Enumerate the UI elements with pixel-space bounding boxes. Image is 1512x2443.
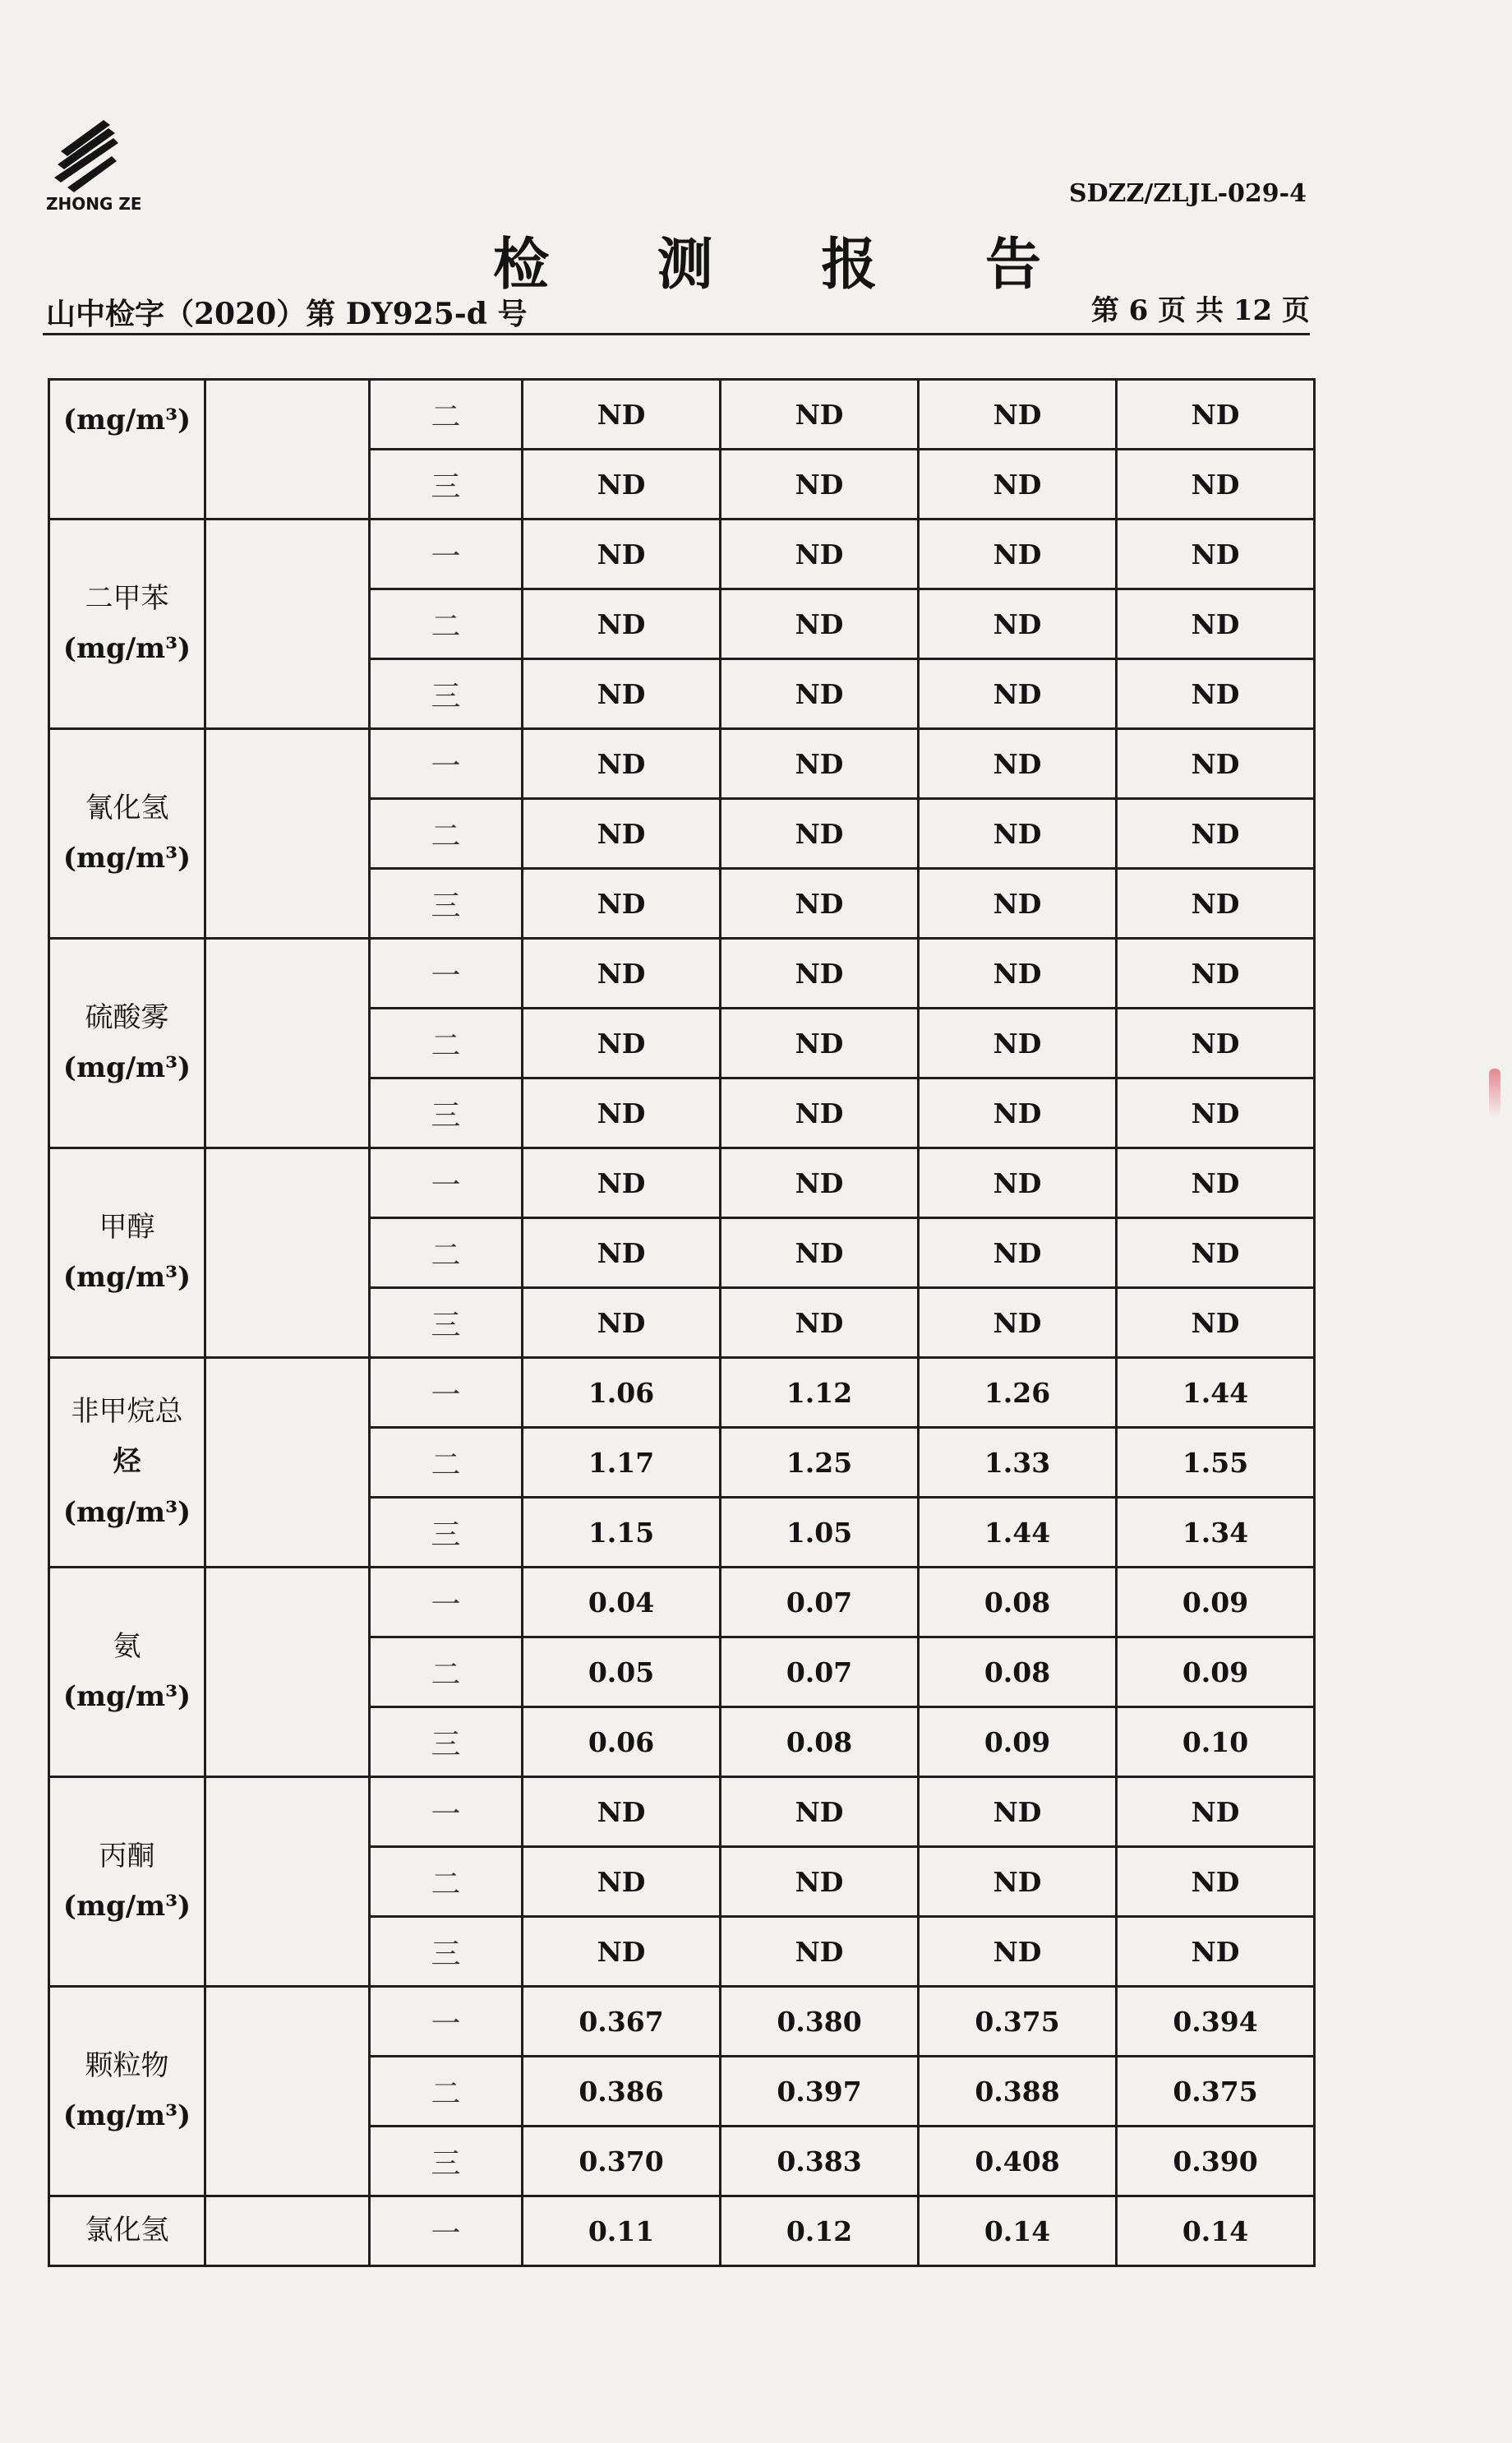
result-value-cell: 0.07: [721, 1568, 919, 1637]
result-value-cell: 1.05: [721, 1498, 919, 1568]
result-value-cell: ND: [523, 1917, 721, 1987]
result-value-cell: 0.383: [721, 2127, 919, 2196]
parameter-unit: 烃(mg/m³): [62, 1445, 191, 1529]
empty-cell: [205, 1777, 370, 1987]
result-value-cell: ND: [1117, 1148, 1315, 1218]
sample-index-cell: 三: [370, 1917, 523, 1987]
parameter-cell: [49, 2196, 205, 2266]
result-value-cell: ND: [1117, 1917, 1315, 1987]
result-value-cell: ND: [1117, 1288, 1315, 1358]
result-value-cell: ND: [523, 450, 721, 520]
result-value-cell: 0.394: [1117, 1987, 1315, 2057]
parameter-cell: [49, 520, 205, 729]
sample-index-cell: 三: [370, 1288, 523, 1358]
parameter-unit: (mg/m³): [62, 1680, 191, 1713]
result-value-cell: ND: [919, 659, 1117, 729]
parameter-cell: [49, 380, 205, 520]
result-value-cell: ND: [721, 589, 919, 659]
result-value-cell: ND: [523, 1148, 721, 1218]
parameter-cell: [49, 1358, 205, 1568]
result-value-cell: ND: [1117, 659, 1315, 729]
parameter-name: 氰化氢: [85, 791, 169, 824]
result-value-cell: ND: [1117, 869, 1315, 939]
result-value-cell: 1.55: [1117, 1428, 1315, 1498]
result-value-cell: ND: [721, 380, 919, 450]
result-value-cell: 0.375: [1117, 2057, 1315, 2127]
result-value-cell: 1.33: [919, 1428, 1117, 1498]
result-value-cell: ND: [1117, 380, 1315, 450]
result-value-cell: ND: [1117, 1218, 1315, 1288]
result-value-cell: ND: [1117, 939, 1315, 1009]
result-value-cell: 0.370: [523, 2127, 721, 2196]
result-value-cell: ND: [919, 1078, 1117, 1148]
sample-index-cell: 二: [370, 1637, 523, 1707]
result-value-cell: ND: [919, 729, 1117, 799]
result-value-cell: ND: [1117, 729, 1315, 799]
result-value-cell: ND: [1117, 450, 1315, 520]
result-value-cell: 0.04: [523, 1568, 721, 1637]
result-value-cell: ND: [1117, 1078, 1315, 1148]
result-value-cell: ND: [523, 939, 721, 1009]
document-code: SDZZ/ZLJL-029-4: [1068, 179, 1307, 208]
result-value-cell: ND: [919, 1148, 1117, 1218]
table-row: [49, 729, 1315, 799]
result-value-cell: 1.44: [1117, 1358, 1315, 1428]
result-value-cell: 1.34: [1117, 1498, 1315, 1568]
result-value-cell: ND: [721, 1148, 919, 1218]
page-indicator: 第 6 页 共 12 页: [1090, 294, 1310, 327]
result-value-cell: ND: [523, 1009, 721, 1078]
result-value-cell: 0.388: [919, 2057, 1117, 2127]
result-value-cell: 0.07: [721, 1637, 919, 1707]
result-value-cell: ND: [919, 1847, 1117, 1917]
result-value-cell: ND: [523, 1777, 721, 1847]
empty-cell: [205, 380, 370, 520]
result-value-cell: ND: [721, 939, 919, 1009]
result-value-cell: 1.44: [919, 1498, 1117, 1568]
sample-index-cell: 三: [370, 450, 523, 520]
result-value-cell: ND: [721, 1847, 919, 1917]
parameter-unit: (mg/m³): [62, 1261, 191, 1294]
result-value-cell: 0.397: [721, 2057, 919, 2127]
parameter-name: 氨: [113, 1629, 141, 1663]
sample-index-cell: 二: [370, 380, 523, 450]
company-logo: [46, 113, 145, 220]
result-value-cell: ND: [919, 380, 1117, 450]
parameter-unit: (mg/m³): [62, 1051, 191, 1084]
result-value-cell: ND: [1117, 799, 1315, 869]
result-value-cell: 0.375: [919, 1987, 1117, 2057]
sample-index-cell: 三: [370, 2127, 523, 2196]
result-value-cell: 1.17: [523, 1428, 721, 1498]
table-row: [49, 1987, 1315, 2057]
result-value-cell: ND: [919, 1777, 1117, 1847]
result-value-cell: ND: [523, 1078, 721, 1148]
result-value-cell: 0.08: [721, 1707, 919, 1777]
result-value-cell: ND: [721, 1917, 919, 1987]
sample-index-cell: 一: [370, 520, 523, 589]
parameter-name: 非甲烷总: [71, 1395, 183, 1429]
empty-cell: [205, 1358, 370, 1568]
result-value-cell: ND: [1117, 520, 1315, 589]
table-row: [49, 939, 1315, 1009]
result-value-cell: 0.380: [721, 1987, 919, 2057]
parameter-name: 甲醇: [99, 1210, 155, 1244]
empty-cell: [205, 1987, 370, 2196]
result-value-cell: 0.14: [919, 2196, 1117, 2266]
result-value-cell: 0.12: [721, 2196, 919, 2266]
logo-text: ZHONG ZE: [46, 194, 142, 214]
result-value-cell: 0.06: [523, 1707, 721, 1777]
sample-index-cell: 二: [370, 799, 523, 869]
sample-index-cell: 二: [370, 1009, 523, 1078]
result-value-cell: ND: [721, 729, 919, 799]
result-value-cell: ND: [721, 869, 919, 939]
table-row: [49, 380, 1315, 450]
result-value-cell: 0.09: [919, 1707, 1117, 1777]
result-value-cell: 0.367: [523, 1987, 721, 2057]
parameter-name: 硫酸雾: [85, 1000, 169, 1034]
result-value-cell: ND: [1117, 589, 1315, 659]
sample-index-cell: 二: [370, 1218, 523, 1288]
result-value-cell: ND: [1117, 1777, 1315, 1847]
result-value-cell: ND: [721, 799, 919, 869]
logo-stripes-icon: [46, 113, 128, 192]
result-value-cell: ND: [523, 729, 721, 799]
result-value-cell: ND: [523, 380, 721, 450]
result-value-cell: ND: [523, 589, 721, 659]
result-value-cell: ND: [523, 869, 721, 939]
result-value-cell: ND: [721, 1078, 919, 1148]
result-value-cell: ND: [523, 1218, 721, 1288]
result-value-cell: ND: [919, 589, 1117, 659]
result-value-cell: 0.09: [1117, 1637, 1315, 1707]
result-value-cell: ND: [919, 1288, 1117, 1358]
result-value-cell: 0.09: [1117, 1568, 1315, 1637]
result-value-cell: 0.08: [919, 1568, 1117, 1637]
sample-index-cell: 三: [370, 1498, 523, 1568]
empty-cell: [205, 939, 370, 1148]
page-smudge: [1489, 1069, 1500, 1118]
parameter-unit: (mg/m³): [62, 842, 191, 875]
result-value-cell: ND: [919, 939, 1117, 1009]
result-value-cell: ND: [721, 520, 919, 589]
parameter-cell: [49, 1987, 205, 2196]
sample-index-cell: 二: [370, 589, 523, 659]
parameter-name: 丙酮: [99, 1839, 155, 1873]
results-table: [48, 378, 1316, 2267]
result-value-cell: ND: [919, 1009, 1117, 1078]
parameter-cell: [49, 1148, 205, 1358]
result-value-cell: ND: [721, 450, 919, 520]
result-value-cell: ND: [721, 1009, 919, 1078]
result-value-cell: ND: [919, 450, 1117, 520]
sample-index-cell: 一: [370, 729, 523, 799]
parameter-name: 颗粒物: [85, 2048, 169, 2082]
result-value-cell: ND: [523, 659, 721, 729]
result-value-cell: ND: [919, 1917, 1117, 1987]
result-value-cell: ND: [919, 799, 1117, 869]
result-value-cell: 1.26: [919, 1358, 1117, 1428]
parameter-cell: [49, 1568, 205, 1777]
parameter-cell: [49, 729, 205, 939]
empty-cell: [205, 520, 370, 729]
result-value-cell: ND: [523, 1847, 721, 1917]
result-value-cell: 1.25: [721, 1428, 919, 1498]
header-divider: [43, 333, 1310, 335]
sample-index-cell: 一: [370, 939, 523, 1009]
result-value-cell: 1.15: [523, 1498, 721, 1568]
result-value-cell: 0.05: [523, 1637, 721, 1707]
empty-cell: [205, 729, 370, 939]
sample-index-cell: 三: [370, 1707, 523, 1777]
result-value-cell: 0.14: [1117, 2196, 1315, 2266]
result-value-cell: 1.12: [721, 1358, 919, 1428]
sample-index-cell: 三: [370, 1078, 523, 1148]
result-value-cell: ND: [523, 799, 721, 869]
parameter-name: 二甲苯: [85, 581, 169, 615]
result-value-cell: ND: [1117, 1009, 1315, 1078]
parameter-name: 氯化氢: [85, 2214, 169, 2247]
table-row: [49, 520, 1315, 589]
result-value-cell: 0.10: [1117, 1707, 1315, 1777]
sample-index-cell: 二: [370, 1428, 523, 1498]
result-value-cell: ND: [919, 520, 1117, 589]
parameter-cell: [49, 1777, 205, 1987]
result-value-cell: 0.390: [1117, 2127, 1315, 2196]
parameter-unit: (mg/m³): [62, 404, 191, 436]
empty-cell: [205, 1568, 370, 1777]
sample-index-cell: 一: [370, 1568, 523, 1637]
result-value-cell: 0.11: [523, 2196, 721, 2266]
sample-index-cell: 二: [370, 1847, 523, 1917]
table-row: [49, 2196, 1315, 2266]
result-value-cell: ND: [919, 1218, 1117, 1288]
parameter-unit: (mg/m³): [62, 1890, 191, 1923]
table-row: [49, 1358, 1315, 1428]
result-value-cell: ND: [919, 869, 1117, 939]
result-value-cell: ND: [721, 1288, 919, 1358]
result-value-cell: ND: [721, 1218, 919, 1288]
sample-index-cell: 一: [370, 2196, 523, 2266]
sample-index-cell: 一: [370, 1987, 523, 2057]
result-value-cell: ND: [721, 659, 919, 729]
result-value-cell: ND: [1117, 1847, 1315, 1917]
result-value-cell: ND: [523, 520, 721, 589]
sample-index-cell: 三: [370, 659, 523, 729]
sample-index-cell: 一: [370, 1358, 523, 1428]
result-value-cell: 0.386: [523, 2057, 721, 2127]
report-number: 山中检字（2020）第 DY925-d 号: [46, 297, 528, 331]
parameter-unit: (mg/m³): [62, 2099, 191, 2132]
table-row: [49, 1777, 1315, 1847]
sample-index-cell: 一: [370, 1148, 523, 1218]
result-value-cell: 1.06: [523, 1358, 721, 1428]
page-title: 检 测 报 告: [493, 232, 1086, 298]
table-row: [49, 1568, 1315, 1637]
sample-index-cell: 三: [370, 869, 523, 939]
table-row: [49, 1148, 1315, 1218]
parameter-cell: [49, 939, 205, 1148]
sample-index-cell: 一: [370, 1777, 523, 1847]
sample-index-cell: 二: [370, 2057, 523, 2127]
parameter-unit: (mg/m³): [62, 632, 191, 665]
result-value-cell: ND: [523, 1288, 721, 1358]
result-value-cell: 0.08: [919, 1637, 1117, 1707]
empty-cell: [205, 1148, 370, 1358]
empty-cell: [205, 2196, 370, 2266]
result-value-cell: ND: [721, 1777, 919, 1847]
result-value-cell: 0.408: [919, 2127, 1117, 2196]
